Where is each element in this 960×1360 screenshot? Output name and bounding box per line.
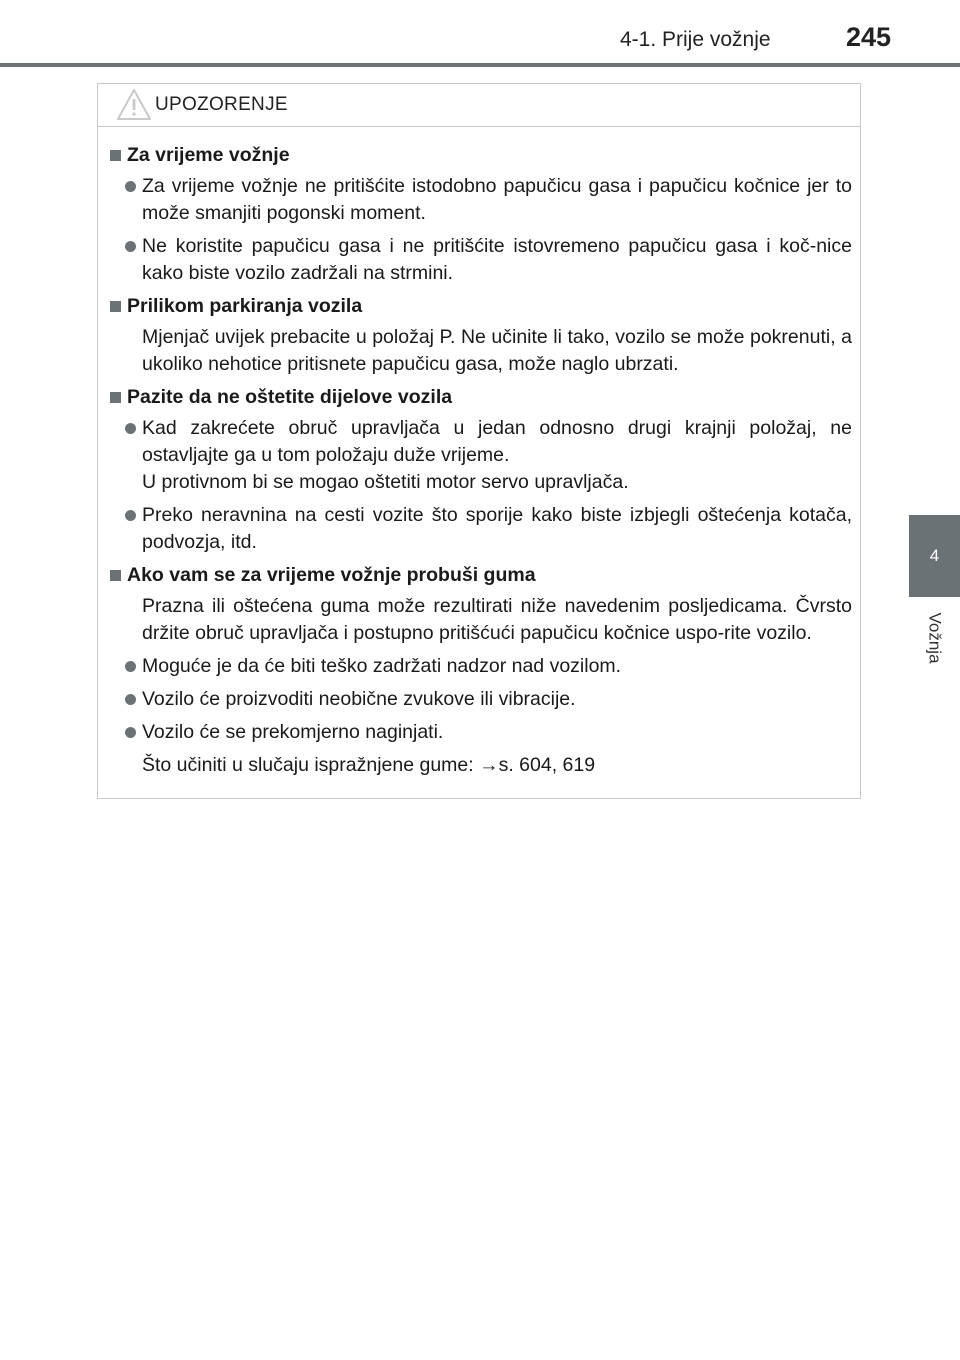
square-bullet-icon: [110, 570, 121, 581]
chapter-number: 4: [929, 546, 940, 565]
list-item-text: Ne koristite papučicu gasa i ne pritišćite istovremeno papučicu gasa i koč-nice kako biste vozilo zadržali na strmini.: [142, 235, 852, 284]
list-item-text: Vozilo će se prekomjerno naginjati.: [142, 721, 444, 743]
paragraph: Prazna ili oštećena guma može rezultirati niže navedenim posljedicama. Čvrsto držite obruč upravljača i postupno pritišćući papučicu kočnice uspo-rite vozilo.: [142, 595, 852, 644]
list-item-text: Za vrijeme vožnje ne pritišćite istodobno papučicu gasa i papučicu kočnice jer to može smanjiti pogonski moment.: [142, 175, 852, 224]
list-item-text: Moguće je da će biti teško zadržati nadzor nad vozilom.: [142, 655, 622, 677]
warning-content: [98, 142, 860, 785]
section-title: [106, 562, 852, 589]
round-bullet-icon: [125, 661, 136, 672]
list-item-text: Preko neravnina na cesti vozite što sporije kako biste izbjegli oštećenja kotača, podvozja, itd.: [142, 504, 852, 553]
round-bullet-icon: [125, 423, 136, 434]
chapter-title: Vožnja: [926, 612, 946, 664]
warning-title: UPOZORENJE: [155, 94, 288, 115]
chapter-label: [912, 602, 958, 674]
section-title: [106, 384, 852, 411]
list-item-text: Kad zakrećete obruč upravljača u jedan odnosno drugi krajnji položaj, ne ostavljajte ga u tom položaju duže vrijeme.: [142, 417, 852, 466]
list-item: [106, 173, 852, 227]
round-bullet-icon: [125, 181, 136, 192]
list-item: [106, 686, 852, 713]
header-divider: [0, 63, 960, 67]
warning-box: [97, 83, 861, 799]
round-bullet-icon: [125, 727, 136, 738]
section-title-text: Za vrijeme vožnje: [127, 144, 290, 166]
round-bullet-icon: [125, 241, 136, 252]
list-item-text: Vozilo će proizvoditi neobične zvukove ili vibracije.: [142, 688, 576, 710]
list-item: [106, 653, 852, 680]
section-title-text: Pazite da ne oštetite dijelove vozila: [127, 386, 453, 408]
list-item: [106, 502, 852, 556]
warning-triangle-icon: [116, 88, 152, 122]
page-reference: Što učiniti u slučaju ispražnjene gume: →s. 604, 619: [142, 754, 596, 776]
paragraph: Mjenjač uvijek prebacite u položaj P. Ne učinite li tako, vozilo se može pokrenuti, a ukoliko nehotice pritisnete papučicu gasa, može naglo ubrzati.: [142, 326, 852, 375]
list-item: [106, 233, 852, 287]
chapter-tab: [909, 515, 960, 597]
list-item: [106, 719, 852, 746]
section-title: [106, 142, 852, 169]
square-bullet-icon: [110, 150, 121, 161]
section-heading: 4-1. Prije vožnje: [620, 28, 771, 51]
square-bullet-icon: [110, 392, 121, 403]
list-item: [106, 415, 852, 496]
page-number: 245: [846, 22, 892, 52]
square-bullet-icon: [110, 301, 121, 312]
warning-header: [98, 84, 860, 127]
section-title-text: Prilikom parkiranja vozila: [127, 295, 363, 317]
list-item-text: U protivnom bi se mogao oštetiti motor servo upravljača.: [142, 471, 629, 493]
section-title: [106, 293, 852, 320]
round-bullet-icon: [125, 510, 136, 521]
round-bullet-icon: [125, 694, 136, 705]
section-title-text: Ako vam se za vrijeme vožnje probuši guma: [127, 564, 536, 586]
